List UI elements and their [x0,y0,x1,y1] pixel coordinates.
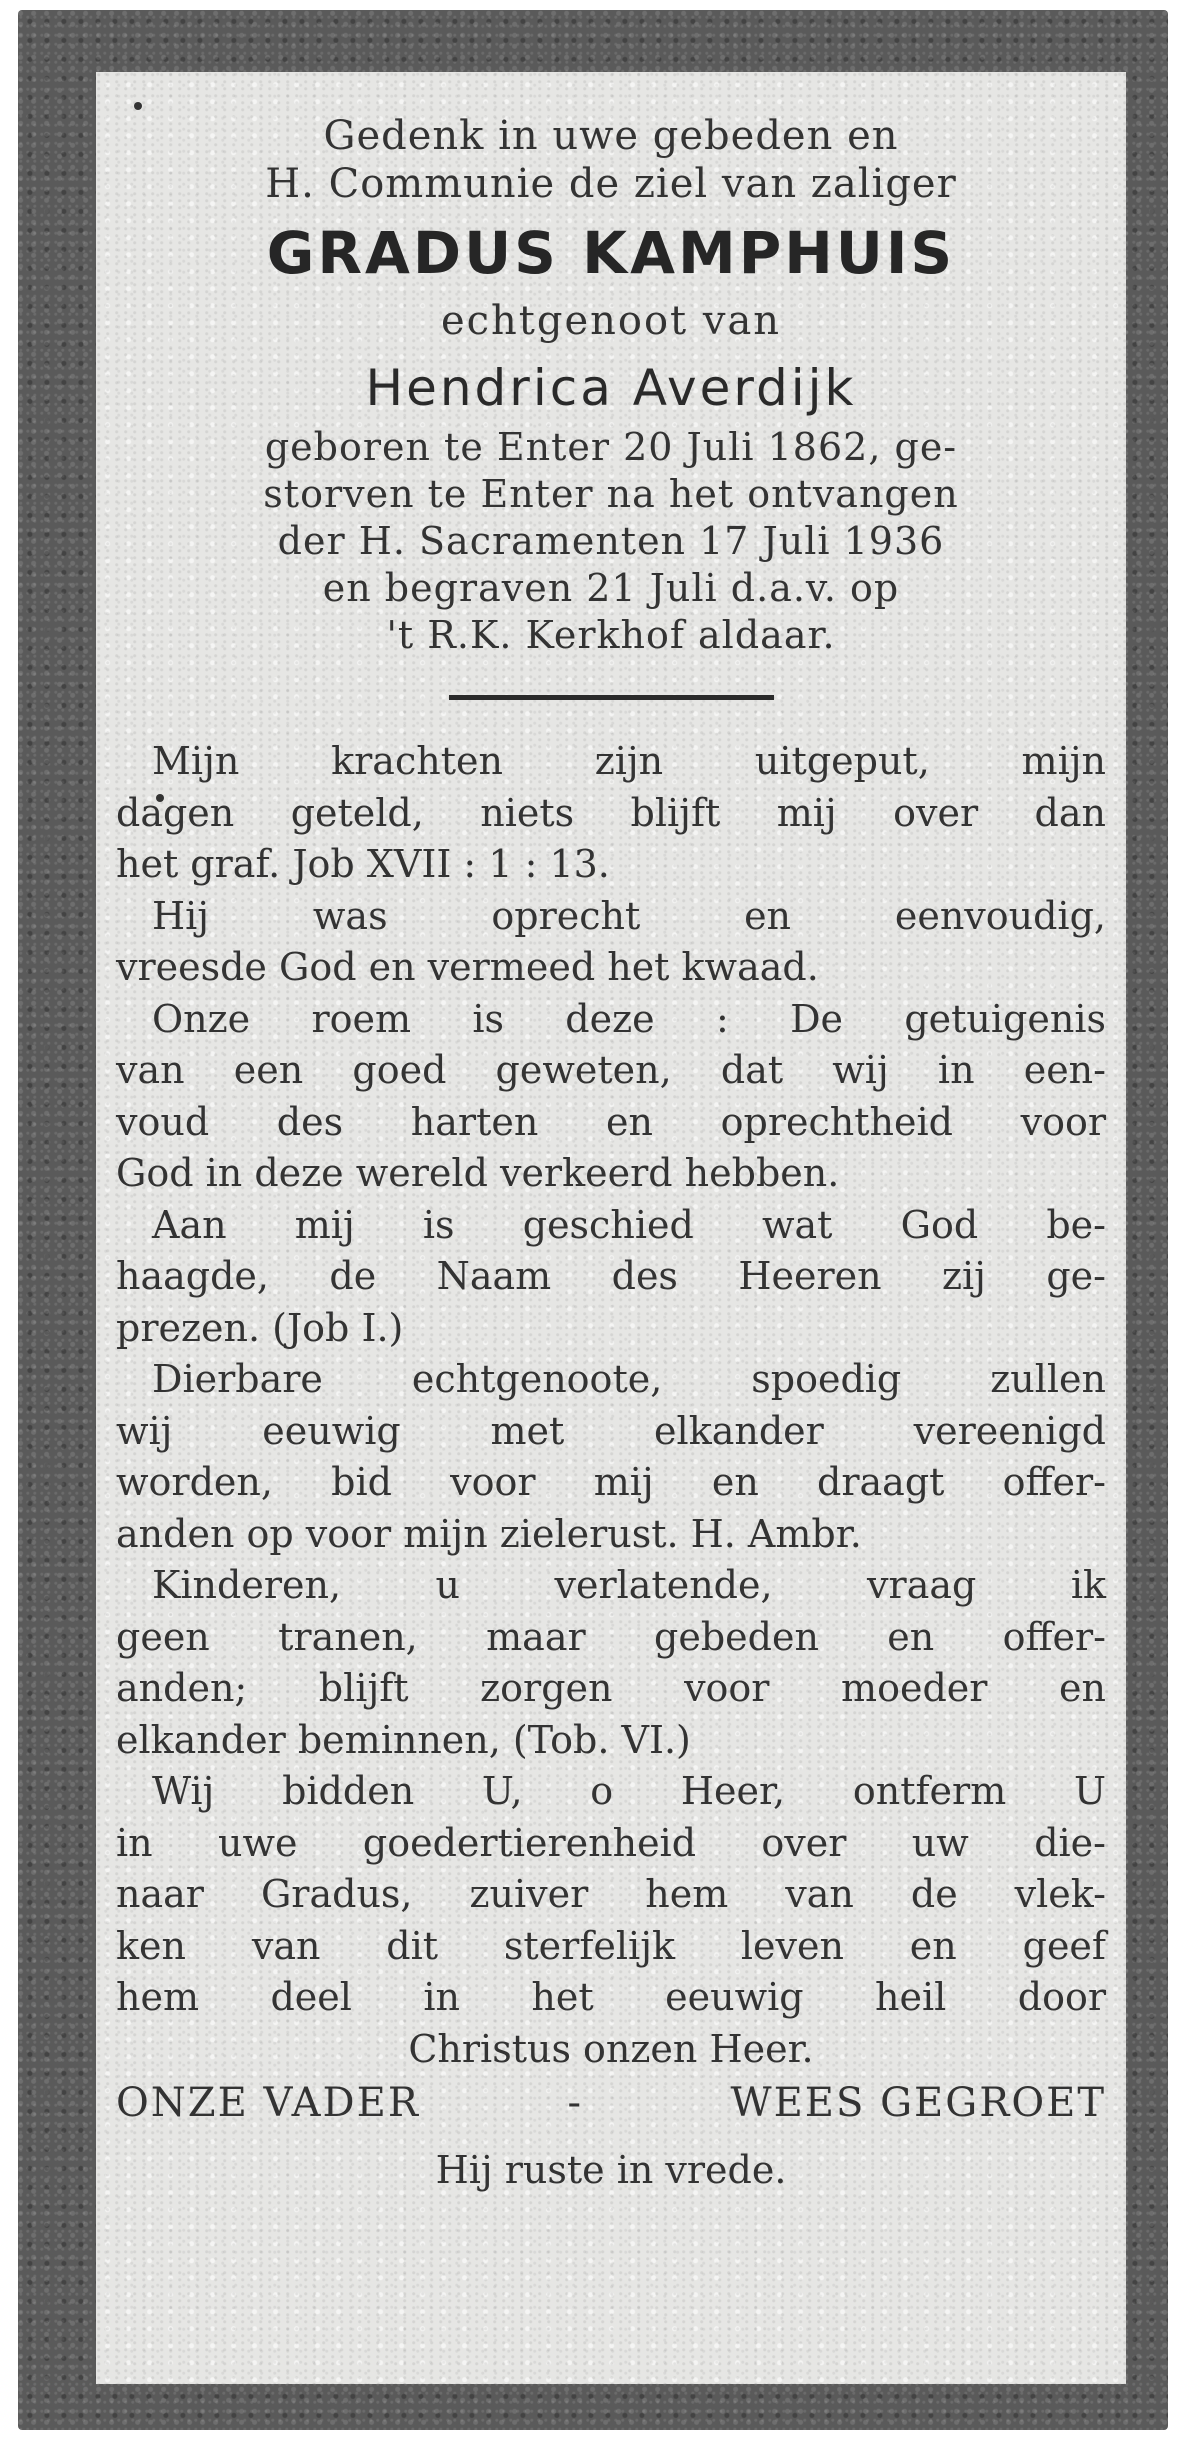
text-line: anden op voor mijn zielerust. H. Ambr. [116,1511,862,1556]
text-line: dagen geteld, niets blijft mij over dan [116,790,1106,835]
bio-line: 't R.K. Kerkhof aldaar. [386,613,836,657]
text-line: prezen. (Job I.) [116,1305,404,1350]
text-line: in uwe goedertierenheid over uw die- [116,1820,1106,1865]
text-line: haagde, de Naam des Heeren zij ge- [116,1254,1106,1298]
text-line: Dierbare echtgenoote, spoedig zullen [152,1357,1106,1401]
rest-in-peace: Hij ruste in vrede. [435,2148,787,2192]
deceased-name: GRADUS KAMPHUIS [266,219,956,287]
text-line: Aan mij is geschied wat God be- [152,1202,1106,1247]
ink-speck [134,102,142,110]
text-line: wij eeuwig met elkander vereenigd [116,1408,1106,1453]
card-content [116,112,1106,2199]
text-line: elkander beminnen, (Tob. VI.) [116,1717,691,1762]
text-line: Christus onzen Heer. [408,2026,814,2071]
prayer-hail-mary: WEES GEGROET [730,2080,1106,2126]
bio-line: geboren te Enter 20 Juli 1862, ge- [264,425,958,469]
text-line: voud des harten en oprechtheid voor [116,1099,1106,1144]
prayer-separator: - [567,2080,583,2126]
text-line: Hij was oprecht en eenvoudig, [152,893,1106,938]
spouse-label: echtgenoot van [440,298,782,344]
devotional-texts [116,736,1106,2075]
prayer-line [116,2075,1106,2131]
text-line: ken van dit sterfelijk leven en geef [116,1923,1106,1968]
text-line: worden, bid voor mij en draagt offer- [116,1460,1106,1504]
text-line: Onze roem is deze : De getuigenis [152,996,1106,1041]
card-border [18,10,1168,2430]
text-line: Kinderen, u verlatende, vraag ik [152,1563,1106,1607]
text-line: vreesde God en vermeed het kwaad. [116,945,819,989]
text-line: anden; blijft zorgen voor moeder en [116,1666,1106,1710]
bio-line: der H. Sacramenten 17 Juli 1936 [277,519,945,563]
card-paper [96,72,1126,2384]
bio-line: storven te Enter na het ontvangen [263,472,959,516]
header-line-2: H. Communie de ziel van zaliger [265,161,957,207]
divider-rule [449,695,774,700]
header-line-1: Gedenk in uwe gebeden en [323,113,899,159]
biography [116,424,1106,659]
text-line: van een goed geweten, dat wij in een- [116,1048,1106,1092]
prayer-our-father: ONZE VADER [116,2080,420,2126]
text-line: naar Gradus, zuiver hem van de vlek- [116,1872,1106,1916]
text-line: het graf. Job XVII : 1 : 13. [116,842,610,886]
bio-line: en begraven 21 Juli d.a.v. op [322,566,900,610]
text-line: God in deze wereld verkeerd hebben. [116,1151,840,1195]
text-line: hem deel in het eeuwig heil door [116,1975,1106,2019]
text-line: geen tranen, maar gebeden en offer- [116,1614,1106,1659]
text-line: Wij bidden U, o Heer, ontferm U [152,1769,1106,1813]
spouse-name: Hendrica Averdijk [365,359,857,417]
text-line: Mijn krachten zijn uitgeput, mijn [152,739,1106,783]
